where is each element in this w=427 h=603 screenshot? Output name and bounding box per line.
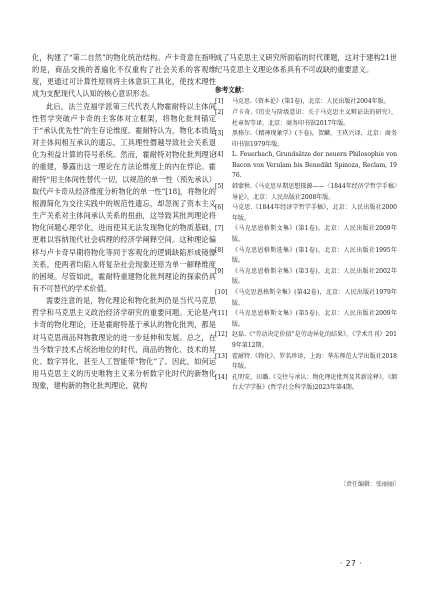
left-column [32,52,216,392]
reference-number: [8] [215,246,224,254]
reference-text: 韩蒙秋.《马克思早期思想探源——〈1844年经济学哲学手稿〉导论》，北京：人民出版社2008年版。 [232,183,397,201]
reference-item [215,246,397,267]
reference-item [215,97,397,108]
reference-item [215,373,397,394]
reference-text: 孔明安，田璐.《交往与承认：物化理论批判及其新诠释》，《烟台大学学报》(哲学社会科学版)2023年第4期。 [232,373,397,392]
right-column [215,52,397,394]
references-title: 参考文献： [215,86,248,95]
reference-number: [1] [215,98,224,106]
reference-number: [2] [215,108,224,116]
reference-number: [4] [215,151,224,159]
body-paragraph: 此后，法兰克福学派第三代代表人物霍耐特以主体间性哲学突破卢卡奇的主客体对立框架，将物化批判锚定于“承认优先性”的生存论维度。霍耐特认为，物化本质是对主体间相互承认的遗忘，工具理性僭越导致社会关系退化为利益计算的符号系统。然而，霍耐特对物化批判理论的重建，暴露出这一理论在方法论维度上的内在悖论。霍耐特“用主体间性替代一切，以规范的单一性（预先承认）取代卢卡奇从经济维度分析物化的单一性”[18]，将物化的根源简化为交往实践中的规范性遗忘，却忽视了资本主义生产关系对主体间承认关系的扭曲，这导致其批判理论将物化问题心理学化，进而使其无法发现物化的物质基础，更难以容纳现代社会病理的经济学阐释空间。这种理论偏移与卢卡奇早期将物化等同于客观化的逻辑缺陷形成镜像关系，使两者均陷入将复杂社会现象还原为单一解释维度的困境。尽管如此，霍耐特重建物化批判理论的探索仍具有不可替代的学术价值。 [32,101,216,293]
reference-text: 赵磊.《“劳动决定价值”是劳动异化的结果》，《学术月刊》2019年第12期。 [232,331,397,349]
reference-list [215,97,397,394]
editor-note: 〔责任编辑：张丽丽〕 [340,481,401,488]
reference-text: 马克思.《1844年经济学哲学手稿》，北京：人民出版社2000年版。 [232,204,397,222]
reference-number: [12] [215,331,228,339]
reference-text: 《马克思恩格斯文集》(第5卷)，北京：人民出版社2009年版。 [232,310,397,328]
reference-text: 黑格尔.《精神现象学》(下卷)，贺麟，王玖兴译，北京：商务印书馆1979年版。 [232,130,397,148]
reference-number: [6] [215,204,224,212]
reference-item [215,330,397,351]
reference-item [215,309,397,330]
reference-number: [13] [215,352,228,360]
reference-text: 霍耐特.《物化》，罗名珍译，上海：华东师范大学出版社2018年版。 [232,352,397,371]
reference-text: L. Feuerbach, Grundsätze der neuern Philosophie von Bacon von Verulam bis Benedikt Spinoza, Reclam, 1976. [232,151,397,180]
body-paragraph: 需要注意的是，物化理论和物化批判仍是当代马克思哲学和马克思主义政治经济学研究的重要问题。无论是卢卡奇的物化理论，还是霍耐特基于承认的物化批判，都是对马克思商品拜物教理论的进一步延伸和发展。总之，在当今数字技术占统治地位的时代，商品的物化、技术的异化、数字异化，甚至人工智能带“物化”了。因此，如何运用马克思主义的历史唯物主义来分析数字化时代的新物化现象，建构新的物化批判理论，就构 [32,296,216,391]
reference-text: 卢卡奇.《历史与阶级意识：关于马克思主义辩证法的研究》，杜章智等译，北京：商务印书馆2017年版。 [232,108,397,127]
reference-item [215,224,397,245]
reference-number: [5] [215,183,224,191]
reference-number: [10] [215,289,228,296]
reference-number: [11] [215,310,228,318]
reference-item [215,150,397,182]
reference-item [215,203,397,224]
reference-item [215,352,397,373]
page-number: · 27 · [340,559,363,568]
reference-item [215,182,397,203]
reference-item [215,267,397,288]
reference-number: [9] [215,267,224,275]
reference-item [215,288,397,309]
body-paragraph: 化，构建了“第二自然”的物化统治结构。卢卡奇意在指明的是，商品交换的普遍化不仅重构了社会关系的客观维度，更通过可计算性原则将主体意识工具化，使技术理性成为支配现代人认知的核心意识形态。 [32,53,216,99]
reference-number: [3] [215,130,224,138]
reference-text: 《马克思恩格斯全集》(第42卷)，北京：人民出版社1979年版。 [232,289,397,307]
reference-text: 《马克思恩格斯文集》(第1卷)，北京：人民出版社2009年版。 [232,225,397,244]
reference-text: 马克思.《资本论》(第1卷)，北京：人民出版社2004年版。 [232,98,390,106]
reference-number: [14] [215,373,228,381]
reference-text: 《马克思恩格斯全集》(第3卷)，北京：人民出版社2002年版。 [232,267,397,286]
reference-number: [7] [215,225,224,233]
body-paragraph: 成了马克思主义研究所面临的时代课题，这对于建构21世纪马克思主义理论体系具有不可或缺的重要意义。 [215,53,397,75]
reference-item [215,129,397,150]
reference-text: 《马克思恩格斯选集》(第1卷)，北京：人民出版社1995年版。 [232,246,397,265]
reference-item [215,108,397,129]
